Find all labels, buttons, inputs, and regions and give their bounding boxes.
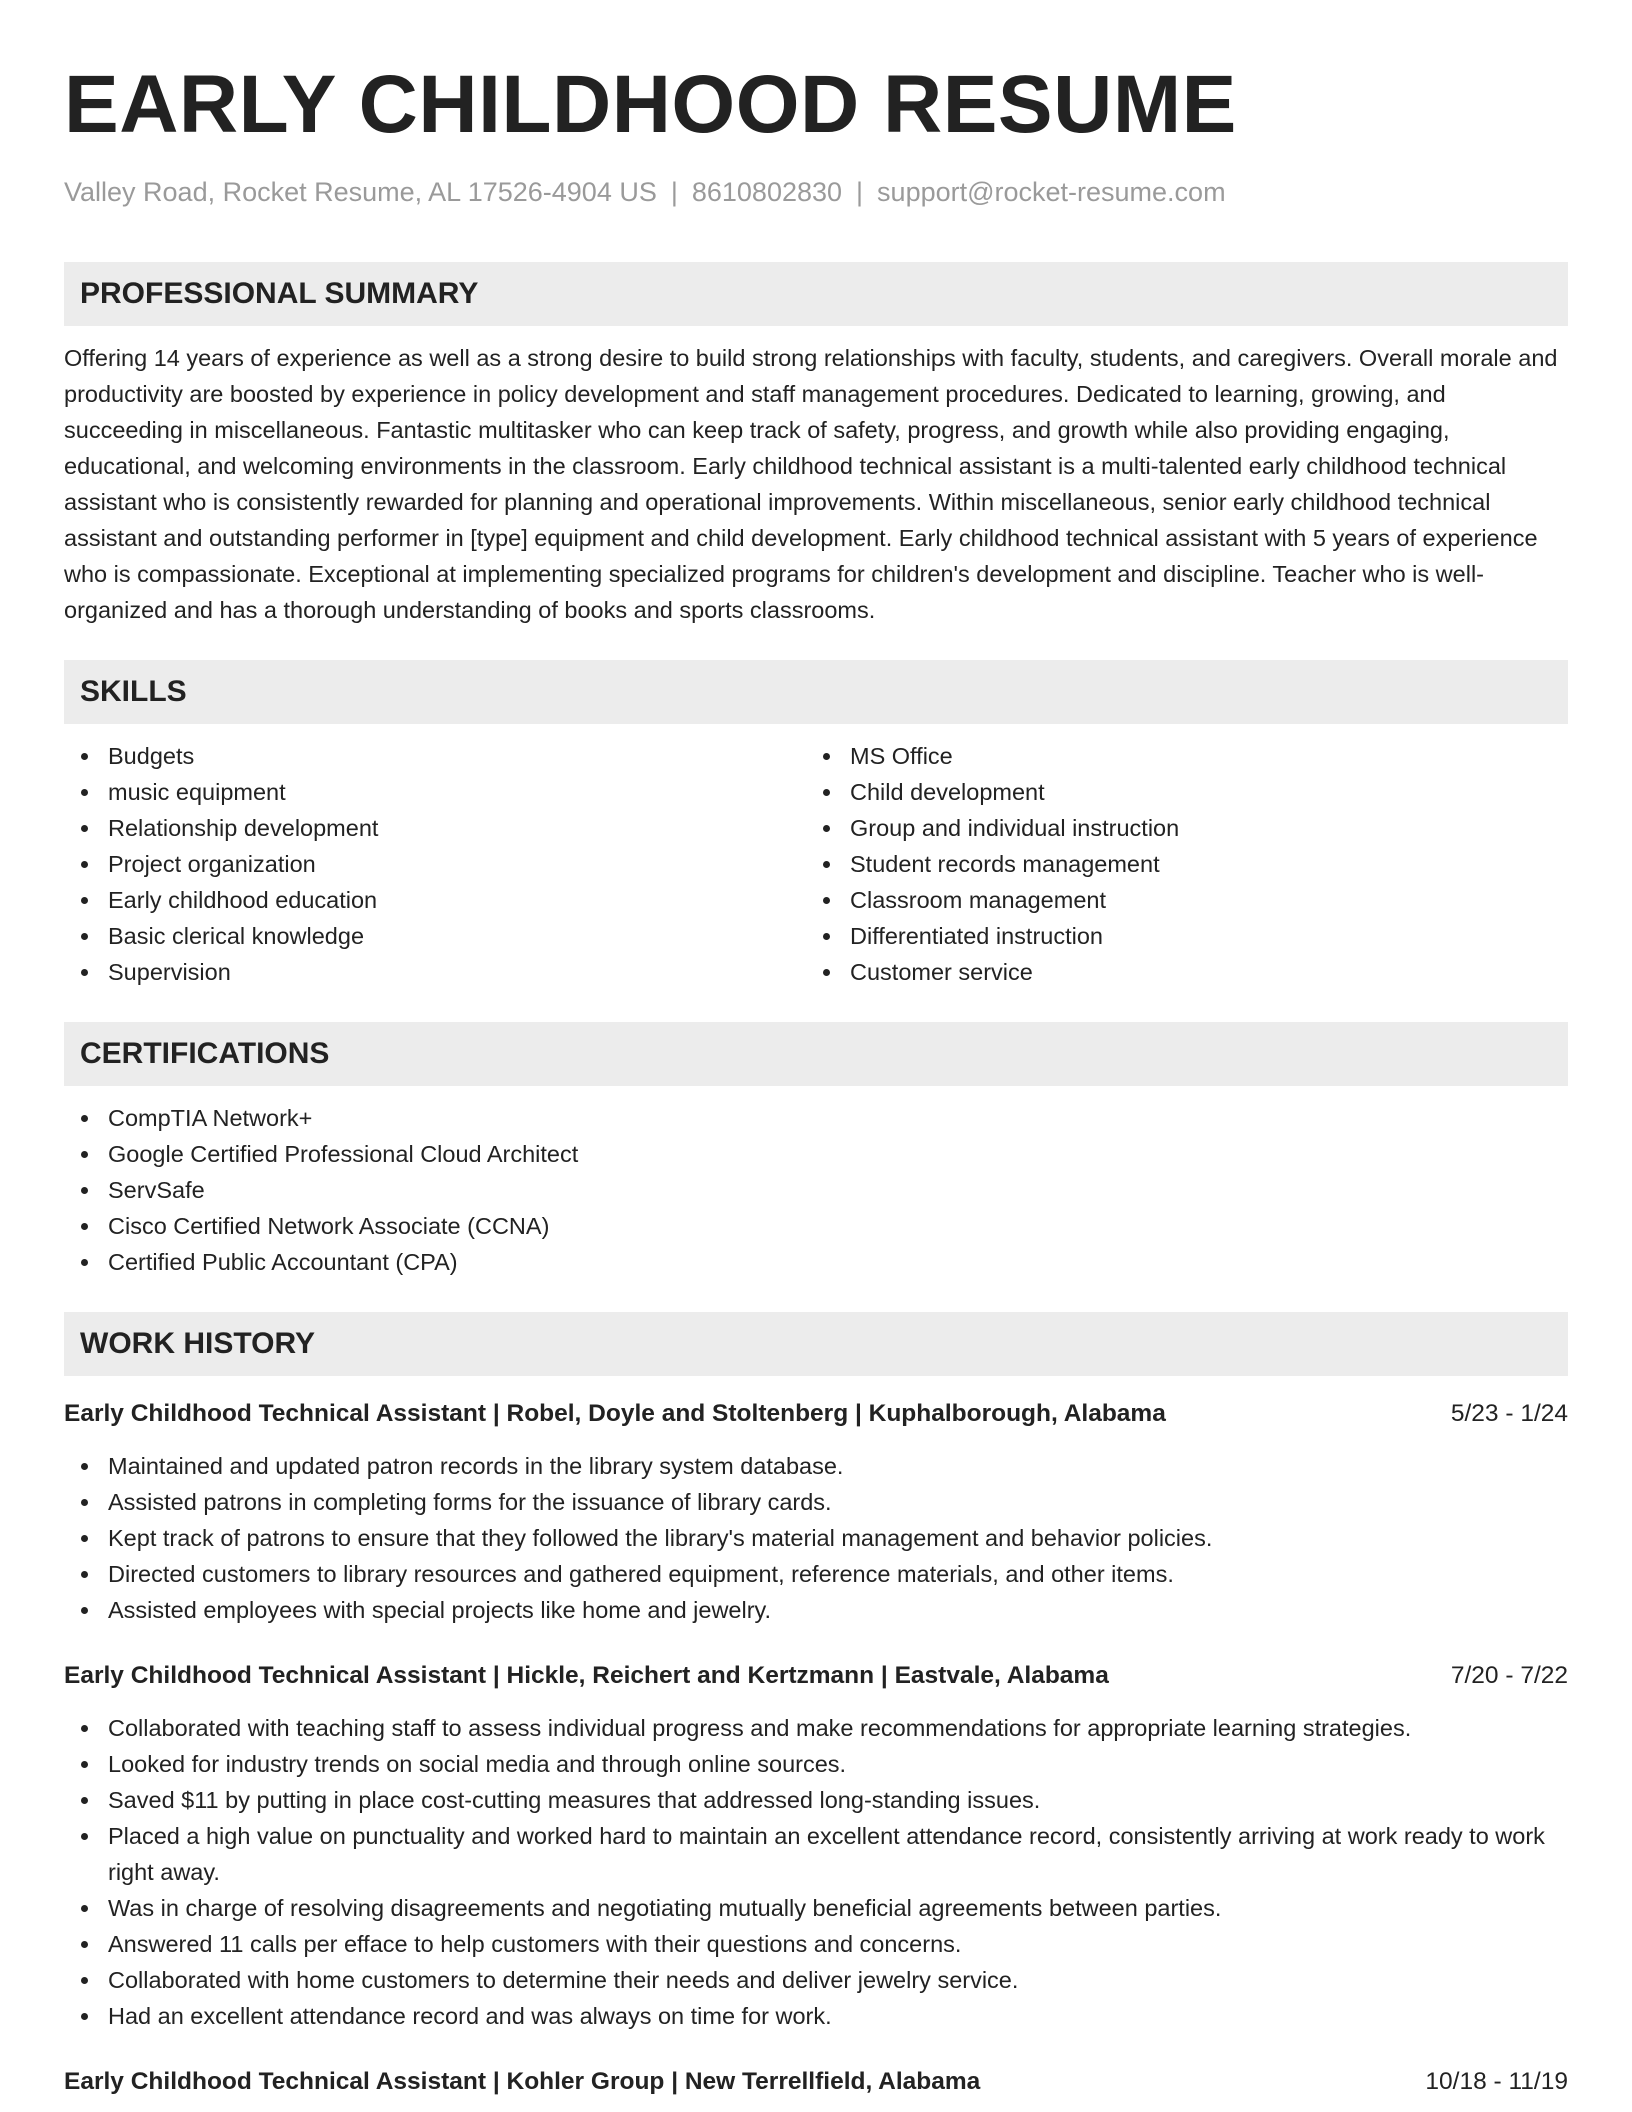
section-header-skills: SKILLS <box>64 660 1568 724</box>
certifications-list <box>64 1100 1568 1280</box>
skills-columns <box>64 738 1568 990</box>
job-header <box>64 1396 1568 1432</box>
contact-address: Valley Road, Rocket Resume, AL 17526-4904 US <box>64 177 657 207</box>
contact-line <box>64 174 1568 210</box>
section-header-work-history: WORK HISTORY <box>64 1312 1568 1376</box>
skill-item: Early childhood education <box>64 882 806 918</box>
certification-item: Google Certified Professional Cloud Architect <box>64 1136 1568 1172</box>
contact-phone: 8610802830 <box>691 177 843 207</box>
skill-item: music equipment <box>64 774 806 810</box>
job-bullet: Had an excellent attendance record and was always on time for work. <box>64 1998 1568 2034</box>
job-entry <box>64 2064 1568 2100</box>
contact-separator: | <box>856 177 864 207</box>
skill-item: Project organization <box>64 846 806 882</box>
job-bullet: Assisted employees with special projects like home and jewelry. <box>64 1592 1568 1628</box>
job-bullet: Placed a high value on punctuality and worked hard to maintain an excellent attendance record, consistently arriving at work ready to work right away. <box>64 1818 1568 1890</box>
section-header-summary: PROFESSIONAL SUMMARY <box>64 262 1568 326</box>
skill-item: Relationship development <box>64 810 806 846</box>
skill-item: Budgets <box>64 738 806 774</box>
job-bullet: Collaborated with home customers to determine their needs and deliver jewelry service. <box>64 1962 1568 1998</box>
job-bullet: Looked for industry trends on social media and through online sources. <box>64 1746 1568 1782</box>
resume-title: EARLY CHILDHOOD RESUME <box>64 59 1237 150</box>
certification-item: Cisco Certified Network Associate (CCNA) <box>64 1208 1568 1244</box>
skills-list-right <box>806 738 1548 990</box>
skill-item: Group and individual instruction <box>806 810 1548 846</box>
job-bullet: Was in charge of resolving disagreements and negotiating mutually beneficial agreements between parties. <box>64 1890 1568 1926</box>
skill-item: Classroom management <box>806 882 1548 918</box>
skill-item: Supervision <box>64 954 806 990</box>
job-bullet-list <box>64 1448 1568 1628</box>
certification-item: CompTIA Network+ <box>64 1100 1568 1136</box>
job-bullet: Directed customers to library resources and gathered equipment, reference materials, and other items. <box>64 1556 1568 1592</box>
skill-item: Child development <box>806 774 1548 810</box>
job-bullet: Collaborated with teaching staff to assess individual progress and make recommendations for appropriate learning strategies. <box>64 1710 1568 1746</box>
job-entry <box>64 1396 1568 1628</box>
certification-item: Certified Public Accountant (CPA) <box>64 1244 1568 1280</box>
section-header-certifications: CERTIFICATIONS <box>64 1022 1568 1086</box>
job-dates: 7/20 - 7/22 <box>1450 1662 1568 1689</box>
certification-item: ServSafe <box>64 1172 1568 1208</box>
job-bullet: Kept track of patrons to ensure that they followed the library's material management and behavior policies. <box>64 1520 1568 1556</box>
job-dates: 5/23 - 1/24 <box>1450 1400 1568 1427</box>
job-dates: 10/18 - 11/19 <box>1425 2068 1568 2095</box>
skills-list-left <box>64 738 806 990</box>
job-bullet: Answered 11 calls per efface to help customers with their questions and concerns. <box>64 1926 1568 1962</box>
skill-item: Customer service <box>806 954 1548 990</box>
job-title: Early Childhood Technical Assistant | Kohler Group | New Terrellfield, Alabama <box>64 2068 981 2095</box>
skill-item: Basic clerical knowledge <box>64 918 806 954</box>
job-entry <box>64 1658 1568 2034</box>
skill-item: MS Office <box>806 738 1548 774</box>
job-bullet: Maintained and updated patron records in the library system database. <box>64 1448 1568 1484</box>
skill-item: Differentiated instruction <box>806 918 1548 954</box>
job-bullet: Assisted patrons in completing forms for the issuance of library cards. <box>64 1484 1568 1520</box>
job-title: Early Childhood Technical Assistant | Hickle, Reichert and Kertzmann | Eastvale, Alabama <box>64 1662 1109 1689</box>
job-header <box>64 1658 1568 1694</box>
job-header <box>64 2064 1568 2100</box>
summary-text: Offering 14 years of experience as well as a strong desire to build strong relationships with faculty, students, and caregivers. Overall morale and productivity are boosted by experience in policy development and staff management procedures. Dedicated to learning, growing, and succeeding in miscellaneous. Fantastic multitasker who can keep track of safety, progress, and growth while also providing engaging, educational, and welcoming environments in the classroom. Early childhood technical assistant is a multi-talented early childhood technical assistant who is consistently rewarded for planning and operational improvements. Within miscellaneous, senior early childhood technical assistant and outstanding performer in [type] equipment and child development. Early childhood technical assistant with 5 years of experience who is compassionate. Exceptional at implementing specialized programs for children's development and discipline. Teacher who is well-organized and has a thorough understanding of books and sports classrooms. <box>64 345 1558 623</box>
contact-email: support@rocket-resume.com <box>877 177 1226 207</box>
job-bullet-list <box>64 1710 1568 2034</box>
job-title: Early Childhood Technical Assistant | Robel, Doyle and Stoltenberg | Kuphalborough, Alabama <box>64 1400 1166 1427</box>
job-bullet: Saved $11 by putting in place cost-cutting measures that addressed long-standing issues. <box>64 1782 1568 1818</box>
contact-separator: | <box>670 177 678 207</box>
skill-item: Student records management <box>806 846 1548 882</box>
